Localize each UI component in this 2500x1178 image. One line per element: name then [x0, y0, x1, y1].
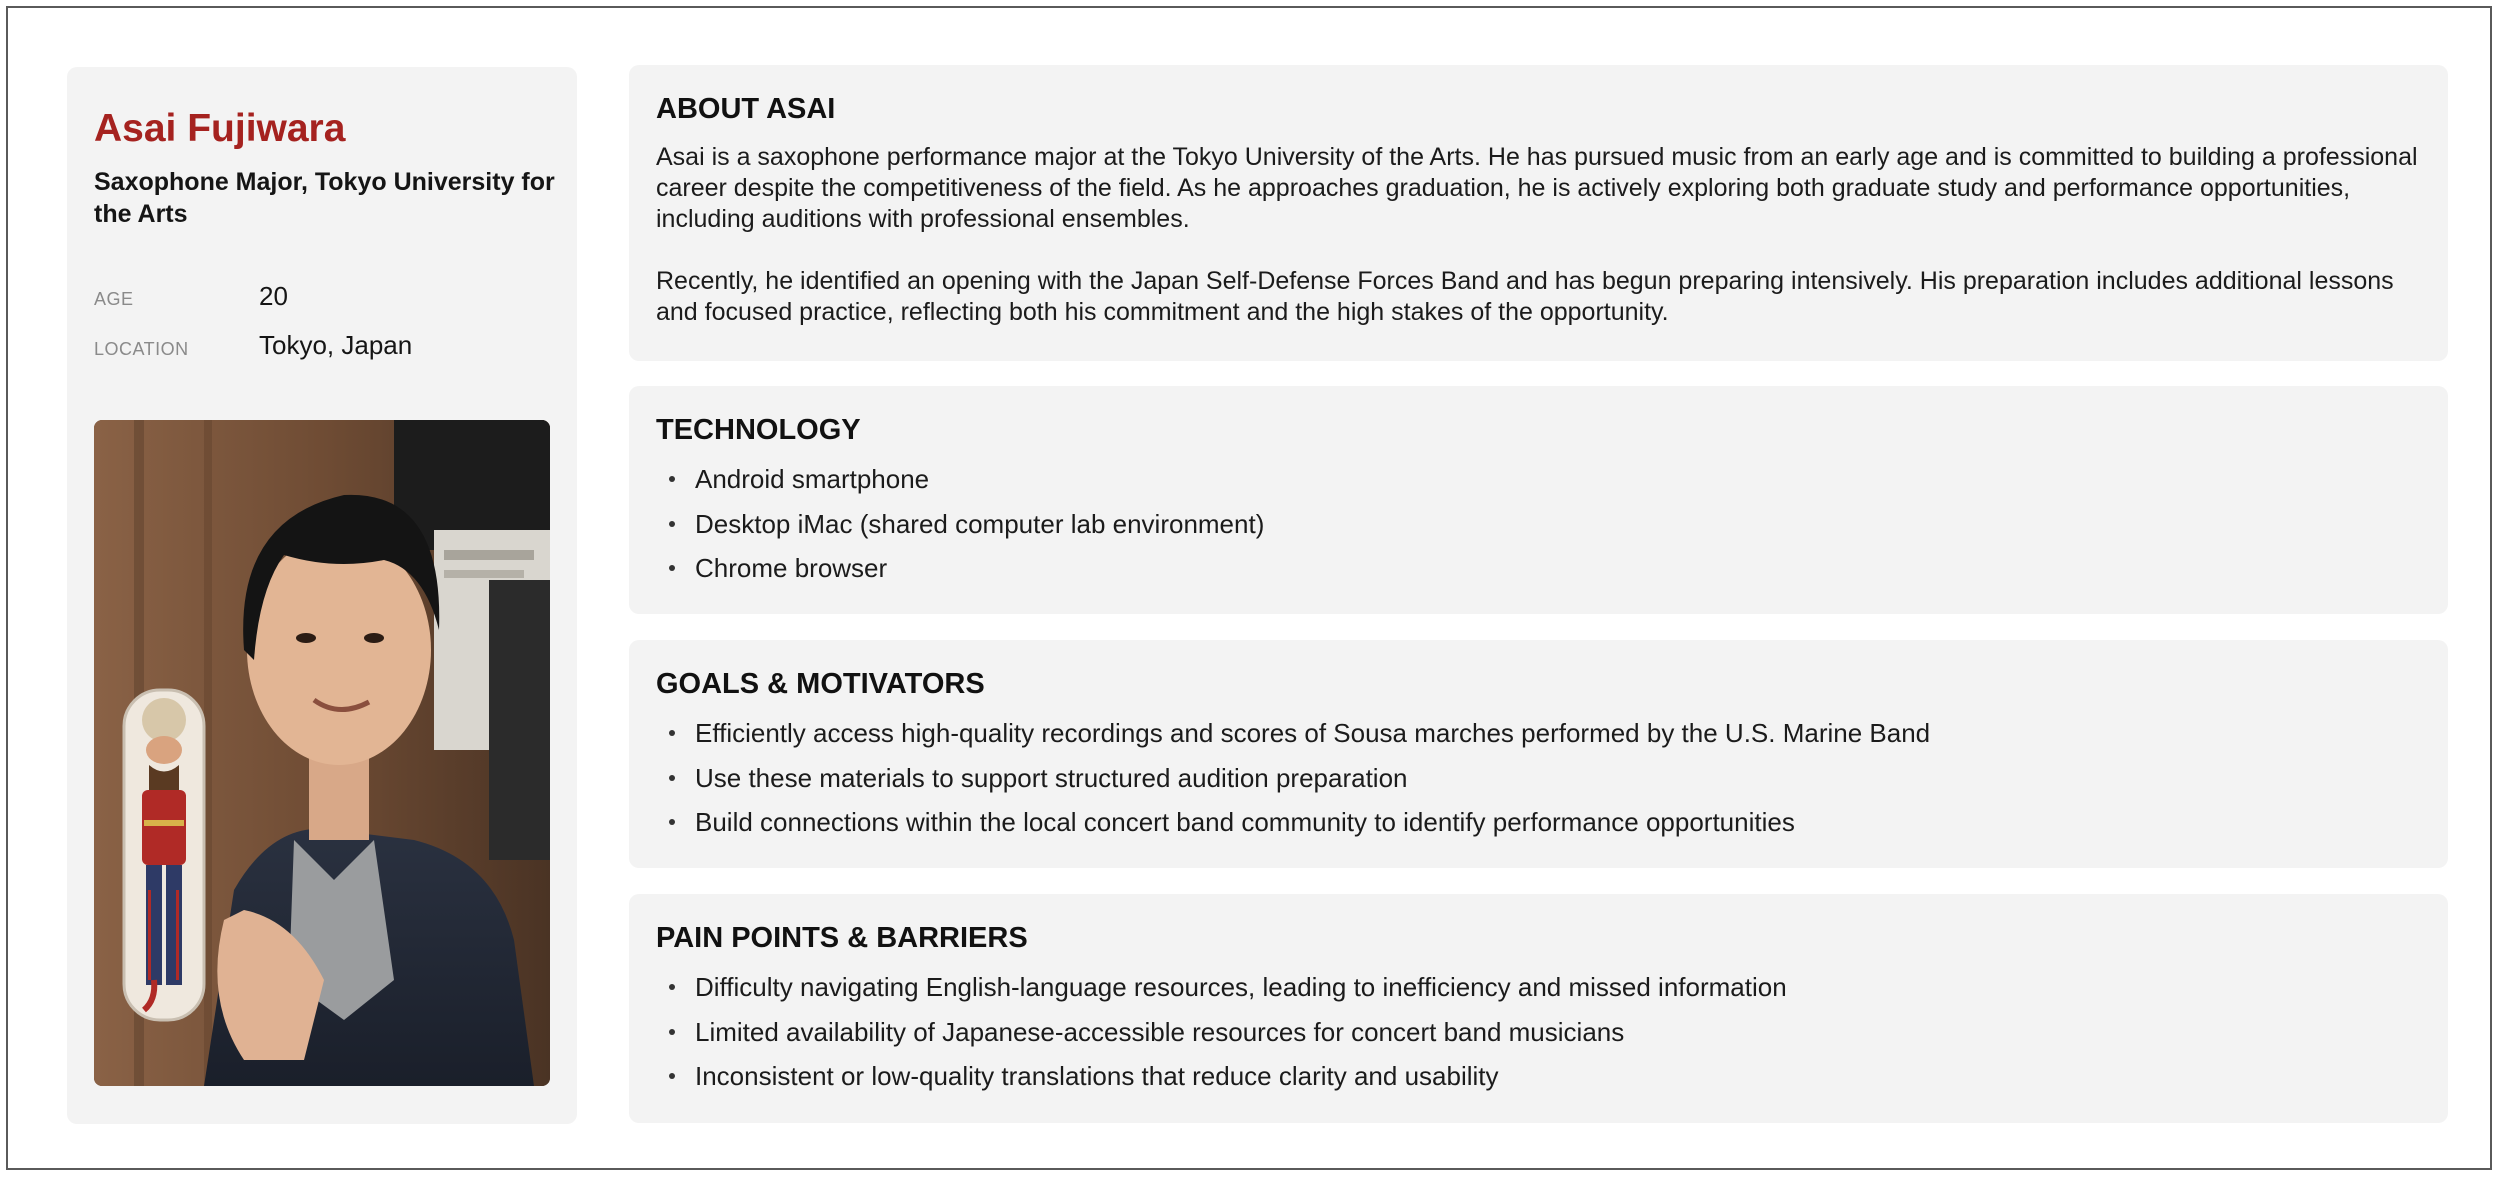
about-section — [629, 65, 2448, 361]
about-paragraph: Asai is a saxophone performance major at the Tokyo University of the Arts. He has pursued music from an early age and is committed to building a professional career despite the competitiveness of the field. As he approaches graduation, he is actively exploring both graduate study and performance opportunities, including auditions with professional ensembles. — [656, 143, 2418, 233]
list-item — [656, 971, 2421, 1003]
goals-heading: GOALS & MOTIVATORS — [656, 668, 985, 700]
age-label: AGE — [94, 289, 134, 309]
bullet-icon — [669, 565, 675, 571]
pain-points-heading: PAIN POINTS & BARRIERS — [656, 922, 1028, 954]
persona-photo — [94, 420, 550, 1086]
list-item — [656, 1060, 2421, 1092]
goal-item: Efficiently access high-quality recordings and scores of Sousa marches performed by the U.S. Marine Band — [695, 718, 1931, 748]
bullet-icon — [669, 1073, 675, 1079]
list-item — [656, 762, 2421, 794]
pain-point-item: Limited availability of Japanese-accessible resources for concert band musicians — [695, 1016, 1625, 1047]
about-heading: ABOUT ASAI — [656, 93, 836, 125]
list-item — [656, 508, 2421, 540]
bullet-icon — [669, 1029, 675, 1035]
goal-item: Use these materials to support structured audition preparation — [695, 762, 1408, 793]
about-paragraph: Recently, he identified an opening with the Japan Self-Defense Forces Band and has begun preparing intensively. His preparation includes additional lessons and focused practice, reflecting both his commitment and the high stakes of the opportunity. — [656, 267, 2394, 326]
location-value: Tokyo, Japan — [259, 330, 413, 360]
technology-list — [656, 463, 2421, 584]
technology-heading: TECHNOLOGY — [656, 414, 861, 446]
pain-points-section — [629, 894, 2448, 1123]
technology-item: Desktop iMac (shared computer lab environment) — [695, 508, 1265, 539]
list-item — [656, 1016, 2421, 1048]
bullet-icon — [669, 775, 675, 781]
persona-frame — [6, 6, 2492, 1170]
pain-point-item: Difficulty navigating English-language resources, leading to inefficiency and missed information — [695, 972, 1787, 1002]
age-value: 20 — [259, 281, 288, 311]
technology-item: Chrome browser — [695, 553, 888, 583]
persona-name: Asai Fujiwara — [94, 107, 346, 150]
profile-card — [67, 67, 577, 1124]
bullet-icon — [669, 730, 675, 736]
persona-role: Saxophone Major, Tokyo University for the Arts — [94, 168, 555, 228]
pain-point-item: Inconsistent or low-quality translations that reduce clarity and usability — [695, 1061, 1499, 1091]
bullet-icon — [669, 521, 675, 527]
technology-item: Android smartphone — [695, 464, 930, 494]
bullet-icon — [669, 819, 675, 825]
bullet-icon — [669, 476, 675, 482]
list-item — [656, 806, 2421, 838]
list-item — [656, 717, 2421, 749]
goals-list — [656, 717, 2421, 838]
list-item — [656, 463, 2421, 495]
goal-item: Build connections within the local concert band community to identify performance opportunities — [695, 807, 1795, 837]
bullet-icon — [669, 984, 675, 990]
pain-points-list — [656, 971, 2421, 1092]
goals-section — [629, 640, 2448, 868]
location-label: LOCATION — [94, 339, 189, 359]
list-item — [656, 552, 2421, 584]
technology-section — [629, 386, 2448, 614]
